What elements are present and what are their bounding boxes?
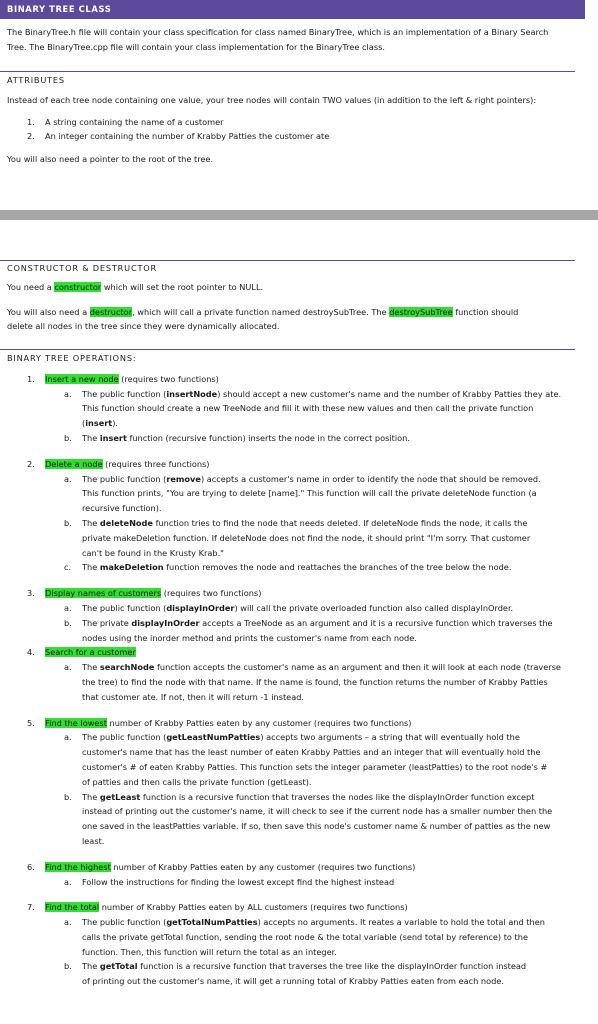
sub-item: b. The deleteNode function tries to find the node that needs deleted. If deleteNode finds the node, it calls the private makeDeletion function. If deleteNode does not find the node, it should print "I'm sorry. That customer can't be found in the Krusty Krab." [64, 517, 531, 558]
operation-find-lowest: 5. Find the lowest number of Krabby Patties eaten by any customer (requires two functions) [0, 716, 575, 731]
highlight: Find the total [45, 902, 100, 913]
ctor-section [0, 260, 575, 334]
list-number: 2. [27, 458, 35, 469]
highlight: destroySubTree [389, 306, 453, 317]
operation-find-total: 7. Find the total number of Krabby Patties eaten by ALL customers (requires two functions) [0, 900, 575, 915]
list-number: 5. [27, 717, 35, 728]
operations-section [0, 351, 575, 989]
highlight: Find the lowest [45, 717, 107, 728]
ctor-heading: CONSTRUCTOR & DESTRUCTOR [7, 263, 158, 273]
sub-item: a. The public function (getLeastNumPatties) accepts two arguments – a string that will eventually hold the customer's name that has the least number of eaten Krabby Patties and an integer that will eventually hold the customer's # of eaten Krabby Patties. This function sets the integer parameter (leastPatties) to the root node's # of patties and then calls the private function (getLeast). [64, 732, 548, 787]
sub-item: a. The public function (remove) accepts a customer's name in order to identify the node that should be removed. This function prints, "You are trying to delete [name]." This function will call the private deleteNode function (a recursive function). [64, 473, 541, 514]
list-text: An integer containing the number of Krabby Patties the customer ate [45, 131, 330, 142]
attributes-note: You will also need a pointer to the root of the tree. [7, 154, 214, 165]
sub-item: b. The getTotal function is a recursive function that traverses the tree like the displayInOrder function instead of printing out the customer's name, it will get a running total of Krabby Patties eaten from each node. [64, 961, 527, 987]
list-number: 2. [27, 131, 35, 142]
ctor-line-1: You need a constructor which will set the root pointer to NULL. [7, 281, 264, 292]
highlight: Insert a new node [45, 373, 119, 384]
operations-heading: BINARY TREE OPERATIONS: [7, 353, 137, 363]
sub-item: c. The makeDeletion function removes the node and reattaches the branches of the tree below the node. [64, 562, 512, 573]
list-number: 1. [27, 373, 35, 384]
list-number: 7. [27, 902, 35, 913]
intro-line-1: The BinaryTree.h file will contain your class specification for class named BinaryTree, which is an implementation of a Binary Search [7, 27, 549, 37]
highlight: constructor [54, 281, 102, 292]
section-divider [0, 349, 575, 350]
page-banner: BINARY TREE CLASS [0, 0, 585, 19]
list-text: A string containing the name of a customer [45, 116, 224, 127]
intro-line-2: Tree. The BinaryTree.cpp file will contain your class implementation for the BinaryTree class. [7, 41, 385, 52]
list-number: 3. [27, 588, 35, 599]
list-number: 6. [27, 861, 35, 872]
operation-find-highest: 6. Find the highest number of Krabby Patties eaten by any customer (requires two functions) [0, 860, 575, 875]
operation-display: 3. Display names of customers (requires two functions) [0, 586, 575, 601]
section-separator-bar [0, 210, 598, 220]
intro-section [0, 25, 575, 55]
highlight: destructor [89, 306, 133, 317]
section-divider [0, 71, 575, 72]
highlight: Search for a customer [45, 647, 136, 658]
sub-item: b. The private displayInOrder accepts a TreeNode as an argument and it is a recursive function which traverses the nodes using the inorder method and prints the customer's name from each node. [64, 617, 553, 643]
highlight: Delete a node [45, 458, 103, 469]
sub-item: a. The searchNode function accepts the customer's name as an argument and then it will look at each node (traverse the tree) to find the node with that name. If the name is found, the function returns the number of Krabby Patties that customer ate. If not, then it will return -1 instead. [64, 662, 561, 702]
operation-search [0, 645, 575, 660]
attributes-desc: Instead of each tree node containing one value, your tree nodes will contain TWO values (in addition to the left & right pointers): [7, 94, 537, 105]
highlight: Display names of customers [45, 588, 162, 599]
list-item [0, 115, 575, 130]
operation-insert: 1. Insert a new node (requires two functions) [0, 372, 575, 387]
list-number: 4. [27, 647, 35, 658]
sub-item: a. The public function (insertNode) should accept a new customer's name and the number of Krabby Patties they ate. This function should create a new TreeNode and fill it with these new values and then call the private function (insert). [64, 388, 562, 429]
sub-item: b. The getLeast function is a recursive function that traverses the nodes like the displayInOrder function except instead of printing out the customer's name, it will check to see if the current node has a smaller number then the one saved in the leastPatties variable. If so, then save this node's customer name & number of patties as the new least. [64, 791, 553, 846]
ctor-line-3: delete all nodes in the tree since they were dynamically allocated. [7, 321, 280, 332]
highlight: Find the highest [45, 861, 111, 872]
attributes-heading: ATTRIBUTES [7, 75, 65, 85]
sub-item: a. The public function (getTotalNumPatties) accepts no arguments. It reates a variable to hold the total and then calls the private getTotal function, sending the root node & the total variable (send total by reference) to the function. Then, this function will return the total as an integer. [64, 917, 545, 957]
list-item [0, 129, 575, 144]
section-divider [0, 260, 575, 261]
sub-item: b. The insert function (recursive function) inserts the node in the correct position. [64, 432, 410, 443]
sub-item: a. The public function (displayInOrder) will call the private overloaded function also called displayInOrder. [64, 602, 514, 613]
operation-delete: 2. Delete a node (requires three functions) [0, 457, 575, 472]
sub-item: a. Follow the instructions for finding the lowest except find the highest instead [64, 876, 395, 887]
list-number: 1. [27, 116, 35, 127]
ctor-line-2: You will also need a destructor, which will call a private function named destroySubTree. The destroySubTree function should [7, 306, 519, 317]
attributes-section [0, 73, 575, 167]
